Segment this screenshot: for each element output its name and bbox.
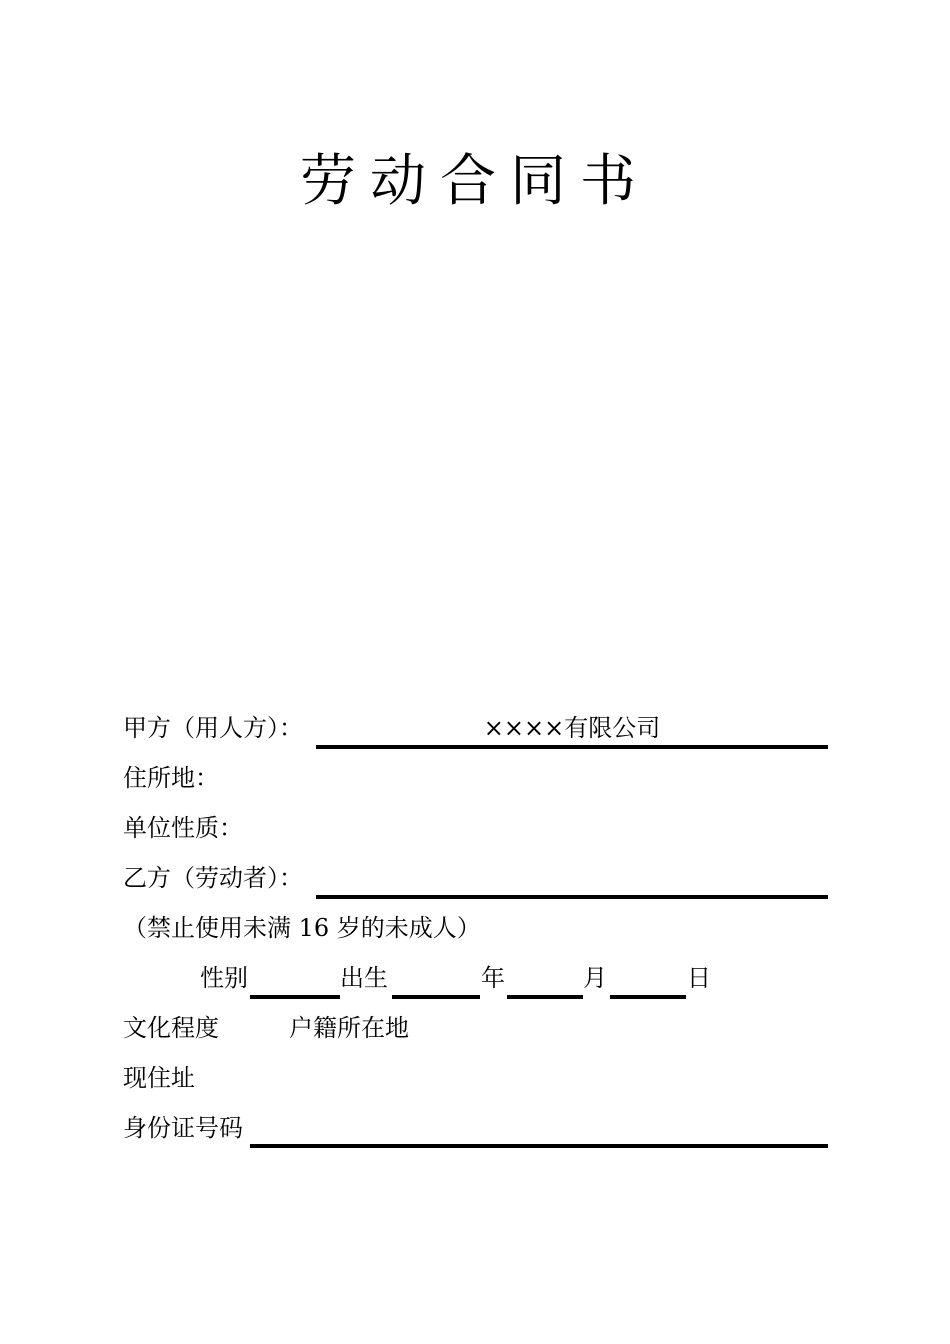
education-label: 文化程度 xyxy=(123,1014,219,1042)
id-number-label: 身份证号码 xyxy=(123,1114,243,1142)
party-a-label: 甲方（用人方）： xyxy=(123,714,303,742)
minor-note: （禁止使用未满 16 岁的未成人） xyxy=(123,914,481,942)
household-label: 户籍所在地 xyxy=(289,1014,409,1042)
birth-month-underline xyxy=(507,995,583,999)
gender-label: 性别 xyxy=(200,964,248,992)
party-b-underline xyxy=(316,895,828,899)
address-label: 住所地： xyxy=(123,764,219,792)
unit-nature-label: 单位性质： xyxy=(123,814,243,842)
party-a-underline xyxy=(316,745,828,749)
birth-day-underline xyxy=(610,995,686,999)
day-label: 日 xyxy=(687,964,711,992)
month-label: 月 xyxy=(583,964,607,992)
gender-underline xyxy=(250,995,340,999)
party-a-value: ××××有限公司 xyxy=(483,714,661,742)
party-b-label: 乙方（劳动者）： xyxy=(123,864,303,892)
current-address-label: 现住址 xyxy=(123,1064,195,1092)
birth-year-underline xyxy=(392,995,480,999)
birth-label: 出生 xyxy=(340,964,388,992)
year-label: 年 xyxy=(481,964,505,992)
id-number-underline xyxy=(250,1144,828,1148)
document-title: 劳动合同书 xyxy=(300,149,650,214)
